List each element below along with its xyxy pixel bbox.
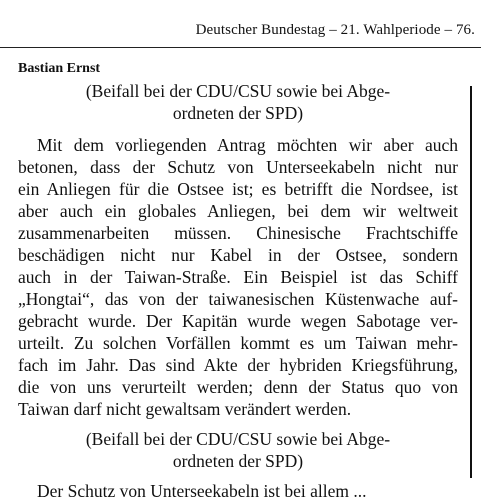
paragraph-line: „Hongtai“, das von der taiwanesischen Küstenwache auf-: [18, 289, 458, 309]
applause-line: (Beifall bei der CDU/CSU sowie bei Abge-: [85, 81, 391, 101]
paragraph-line: betonen, dass der Schutz von Unterseekabeln nicht nur: [18, 157, 458, 177]
paragraph-line: urteilt. Zu solchen Vorfällen kommt es um Taiwan mehr-: [18, 333, 458, 353]
applause-note-bottom: [18, 428, 458, 472]
paragraph-line: zusammenarbeiten müssen. Chinesische Frachtschiffe: [18, 223, 458, 243]
paragraph-line: Mit dem vorliegenden Antrag möchten wir aber auch: [37, 135, 458, 155]
speech-body: [18, 80, 458, 502]
applause-line: ordneten der SPD): [172, 451, 304, 471]
page-header: Deutscher Bundestag – 21. Wahlperiode – 76.: [195, 22, 475, 38]
paragraph-line: ein Anliegen für die Ostsee ist; es betrifft die Nordsee, ist: [18, 179, 458, 199]
paragraph-line: aber auch ein globales Anliegen, bei dem wir weltweit: [18, 201, 458, 221]
speech-paragraph: [18, 134, 458, 420]
applause-line: (Beifall bei der CDU/CSU sowie bei Abge-: [85, 429, 391, 449]
applause-line: ordneten der SPD): [172, 103, 304, 123]
applause-note-top: [18, 80, 458, 124]
paragraph-line: auch in der Taiwan-Straße. Ein Beispiel ist das Schiff: [18, 267, 458, 287]
paragraph-line: gebracht wurde. Der Kapitän wurde wegen Sabotage ver-: [18, 311, 458, 331]
speaker-name: Bastian Ernst: [18, 61, 101, 76]
paragraph-line: die von uns verurteilt werden; denn der Status quo von: [18, 377, 458, 397]
cut-off-line: Der Schutz von Unterseekabeln ist bei allem ...: [37, 481, 367, 501]
paragraph-line: beschädigen nicht nur Kabel in der Ostsee, sondern: [18, 245, 458, 265]
paragraph-line: fach im Jahr. Das sind Akte der hybriden Kriegsführung,: [18, 355, 458, 375]
margin-change-bar: [470, 86, 472, 478]
paragraph-line: Taiwan darf nicht gewaltsam verändert werden.: [18, 399, 352, 419]
header-divider: [0, 47, 481, 48]
